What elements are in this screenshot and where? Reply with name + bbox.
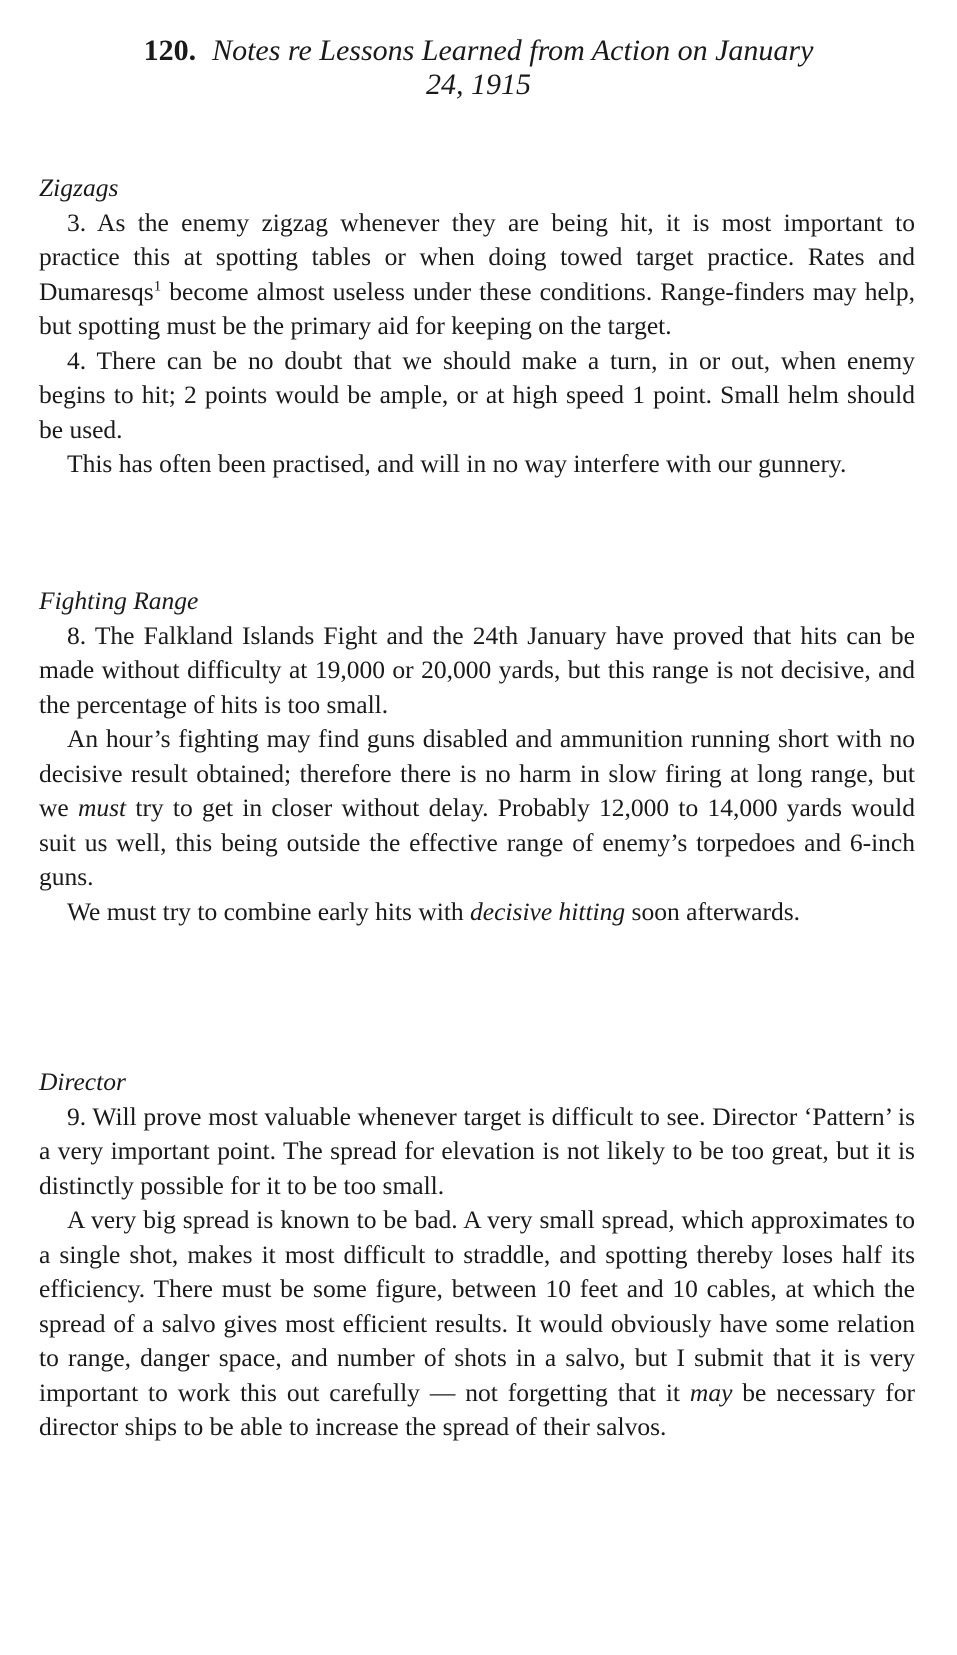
footnote-marker: 1 xyxy=(153,278,162,294)
document-title xyxy=(40,34,917,102)
paragraph-8-continued-2 xyxy=(39,895,915,930)
paragraph-3 xyxy=(39,206,915,344)
section-heading: Fighting Range xyxy=(39,586,199,615)
paragraph-4-continued: This has often been practised, and will in no way interfere with our gunnery. xyxy=(67,449,847,478)
paragraph-text: soon afterwards. xyxy=(625,896,801,926)
section-fighting-range xyxy=(39,584,915,929)
paragraph-4: 4. There can be no doubt that we should make a turn, in or out, when enemy begins to hit; 2 points would be ample, or at high speed 1 point. Small helm should be used. xyxy=(39,345,915,444)
paragraph-text: become almost useless under these conditions. Range-finders may help, but spotting must be the primary aid for keeping on the target. xyxy=(39,276,915,340)
emphasis-text: may xyxy=(689,1377,733,1407)
paragraph-text: try to get in closer without delay. Probably 12,000 to 14,000 yards would suit us well, this being outside the effective range of enemy’s torpedoes and 6-inch guns. xyxy=(39,793,915,891)
emphasis-text: must xyxy=(77,793,127,822)
paragraph-8-continued xyxy=(39,722,915,895)
paragraph-text: 3. As the enemy zigzag whenever they are being hit, it is most important to practice this at spotting tables or when doing towed target practice. Rates and Dumaresqs xyxy=(39,207,915,306)
section-zigzags xyxy=(39,171,915,482)
title-line-2: 24, 1915 xyxy=(426,68,531,101)
section-heading: Zigzags xyxy=(39,173,119,202)
paragraph-text: An hour’s fighting may find guns disabled and ammunition running short with no decisive result obtained; therefore there is no harm in slow firing at long range, but we xyxy=(39,724,915,822)
paragraph-text: A very big spread is known to be bad. A very small spread, which approximates to a single shot, makes it most difficult to straddle, and spotting thereby loses half its efficiency. There must be some figure, between 10 feet and 10 cables, at which the spread of a salvo gives most efficient results. It would obviously have some relation to range, danger space, and number of shots in a salvo, but I submit that it is very important to work this out carefully — not forgetting that it xyxy=(39,1205,915,1407)
paragraph-text: We must try to combine early hits with xyxy=(67,896,471,926)
paragraph-8: 8. The Falkland Islands Fight and the 24th January have proved that hits can be made without difficulty at 19,000 or 20,000 yards, but this range is not decisive, and the percentage of hits is too small. xyxy=(39,620,915,719)
document-number: 120. xyxy=(143,34,197,67)
paragraph-9: 9. Will prove most valuable whenever target is difficult to see. Director ‘Pattern’ is a very important point. The spread for elevation is not likely to be too great, but it is distinctly possible for it to be too small. xyxy=(39,1101,915,1200)
emphasis-text: decisive hitting xyxy=(470,896,626,926)
section-director xyxy=(39,1065,915,1445)
title-line-1: Notes re Lessons Learned from Action on January xyxy=(212,34,814,67)
section-heading: Director xyxy=(39,1067,126,1096)
paragraph-9-continued xyxy=(39,1203,915,1445)
paragraph-text: be necessary for director ships to be able to increase the spread of their salvos. xyxy=(39,1377,915,1441)
